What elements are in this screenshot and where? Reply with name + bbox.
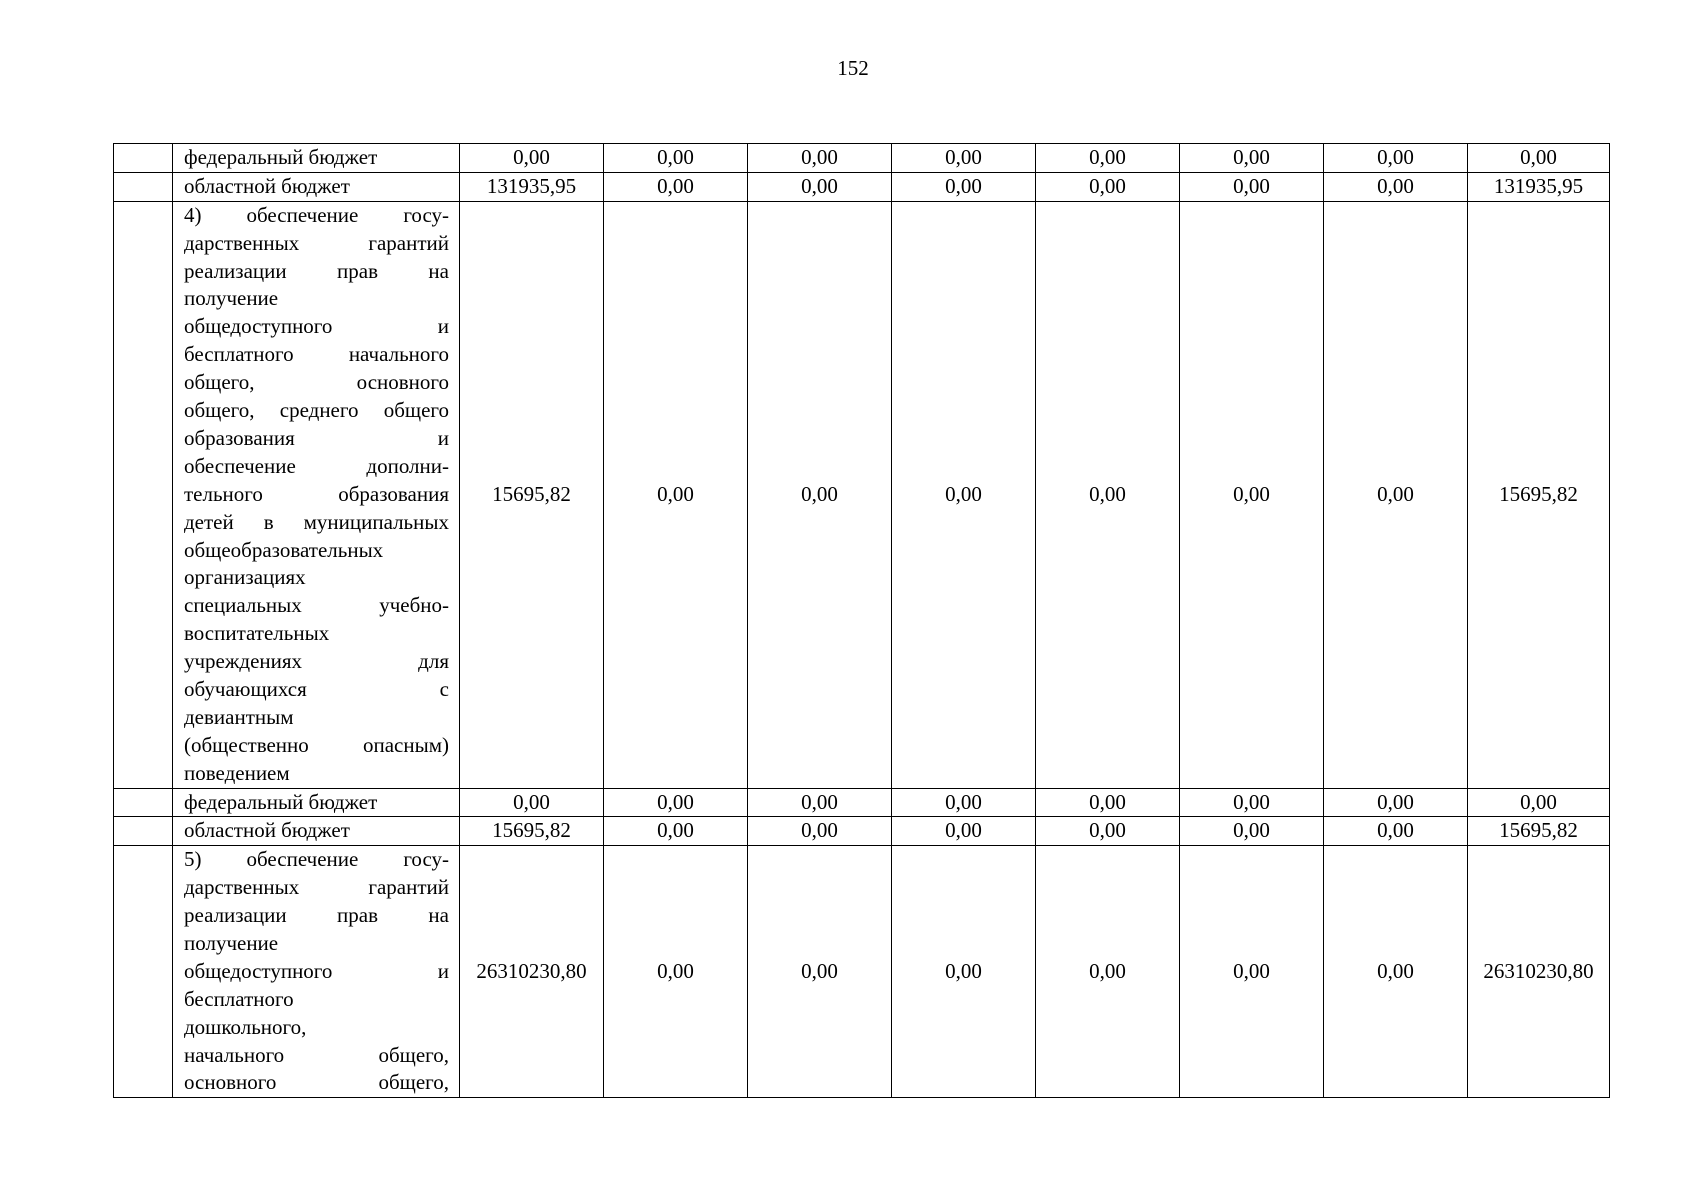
description-line: девиантным <box>184 704 294 729</box>
description-line: поведением <box>184 760 290 785</box>
row-number-cell <box>114 172 173 201</box>
description-line: специальных учебно- <box>184 593 449 618</box>
value-cell: 0,00 <box>892 201 1036 788</box>
budget-label-cell: областной бюджет <box>173 172 460 201</box>
description-line: организациях <box>184 565 306 590</box>
table-row <box>114 144 1610 173</box>
value-cell: 0,00 <box>604 144 748 173</box>
value-cell: 0,00 <box>604 201 748 788</box>
value-cell: 26310230,80 <box>460 846 604 1098</box>
value-cell: 0,00 <box>748 846 892 1098</box>
description-line: дарственных гарантий <box>184 875 449 900</box>
row-number-cell <box>114 788 173 817</box>
description-line: обучающихся с <box>184 676 449 701</box>
value-cell: 0,00 <box>892 817 1036 846</box>
value-cell: 0,00 <box>604 172 748 201</box>
value-cell: 15695,82 <box>460 817 604 846</box>
description-line: общего, основного <box>184 370 449 395</box>
total-value-cell: 0,00 <box>1468 788 1610 817</box>
value-cell: 0,00 <box>1036 172 1180 201</box>
value-cell: 0,00 <box>1180 201 1324 788</box>
description-line: учреждениях для <box>184 649 449 674</box>
value-cell: 0,00 <box>748 201 892 788</box>
budget-label-cell: федеральный бюджет <box>173 788 460 817</box>
description-line: общего, среднего общего <box>184 398 449 423</box>
value-cell: 0,00 <box>1180 788 1324 817</box>
total-value-cell: 131935,95 <box>1468 172 1610 201</box>
budget-label-cell: федеральный бюджет <box>173 144 460 173</box>
value-cell: 0,00 <box>748 172 892 201</box>
value-cell: 0,00 <box>892 144 1036 173</box>
description-line: детей в муниципальных <box>184 509 449 534</box>
description-line: бесплатного <box>184 986 294 1011</box>
description-line: начального общего, <box>184 1042 449 1067</box>
value-cell: 0,00 <box>892 788 1036 817</box>
value-cell: 0,00 <box>1180 817 1324 846</box>
description-line: реализации прав на <box>184 903 449 928</box>
page-number: 152 <box>837 56 869 80</box>
value-cell: 0,00 <box>604 788 748 817</box>
value-cell: 0,00 <box>604 846 748 1098</box>
value-cell: 131935,95 <box>460 172 604 201</box>
value-cell: 0,00 <box>460 788 604 817</box>
value-cell: 0,00 <box>604 817 748 846</box>
row-number-cell <box>114 846 173 1098</box>
total-value-cell: 26310230,80 <box>1468 846 1610 1098</box>
row-number-cell <box>114 817 173 846</box>
table-row <box>114 846 1610 1098</box>
description-line: общеобразовательных <box>184 537 384 562</box>
table-row <box>114 172 1610 201</box>
value-cell: 0,00 <box>1036 201 1180 788</box>
description-line: основного общего, <box>184 1070 449 1095</box>
total-value-cell: 15695,82 <box>1468 201 1610 788</box>
table-row <box>114 817 1610 846</box>
value-cell: 0,00 <box>748 788 892 817</box>
value-cell: 0,00 <box>892 846 1036 1098</box>
value-cell: 0,00 <box>460 144 604 173</box>
description-line: общедоступного и <box>184 958 449 983</box>
total-value-cell: 15695,82 <box>1468 817 1610 846</box>
value-cell: 0,00 <box>1180 144 1324 173</box>
value-cell: 0,00 <box>1036 144 1180 173</box>
description-line: (общественно опасным) <box>184 732 449 757</box>
description-line: обеспечение дополни- <box>184 453 449 478</box>
budget-table <box>113 143 1610 1098</box>
description-line: получение <box>184 931 279 955</box>
value-cell: 0,00 <box>1324 817 1468 846</box>
value-cell: 0,00 <box>1324 172 1468 201</box>
description-line: тельного образования <box>184 481 449 506</box>
description-line: воспитательных <box>184 621 330 646</box>
value-cell: 0,00 <box>892 172 1036 201</box>
description-line: 5) обеспечение госу- <box>184 847 449 872</box>
description-line: образования и <box>184 425 449 450</box>
description-line: бесплатного начального <box>184 342 449 367</box>
value-cell: 0,00 <box>1324 201 1468 788</box>
description-line: получение <box>184 286 279 311</box>
value-cell: 0,00 <box>1324 144 1468 173</box>
budget-label-cell: областной бюджет <box>173 817 460 846</box>
value-cell: 0,00 <box>748 144 892 173</box>
description-line: дарственных гарантий <box>184 230 449 255</box>
value-cell: 0,00 <box>1036 846 1180 1098</box>
measure-description-cell <box>173 201 460 788</box>
table-body <box>114 144 1610 1098</box>
row-number-cell <box>114 144 173 173</box>
row-number-cell <box>114 201 173 788</box>
value-cell: 0,00 <box>1036 817 1180 846</box>
value-cell: 0,00 <box>1036 788 1180 817</box>
value-cell: 15695,82 <box>460 201 604 788</box>
total-value-cell: 0,00 <box>1468 144 1610 173</box>
table-row <box>114 201 1610 788</box>
value-cell: 0,00 <box>1324 788 1468 817</box>
description-line: 4) обеспечение госу- <box>184 202 449 227</box>
description-line: дошкольного, <box>184 1014 307 1039</box>
value-cell: 0,00 <box>1324 846 1468 1098</box>
measure-description-cell <box>173 846 460 1098</box>
value-cell: 0,00 <box>1180 846 1324 1098</box>
description-line: реализации прав на <box>184 258 449 283</box>
value-cell: 0,00 <box>1180 172 1324 201</box>
description-line: общедоступного и <box>184 314 449 339</box>
table-row <box>114 788 1610 817</box>
value-cell: 0,00 <box>748 817 892 846</box>
